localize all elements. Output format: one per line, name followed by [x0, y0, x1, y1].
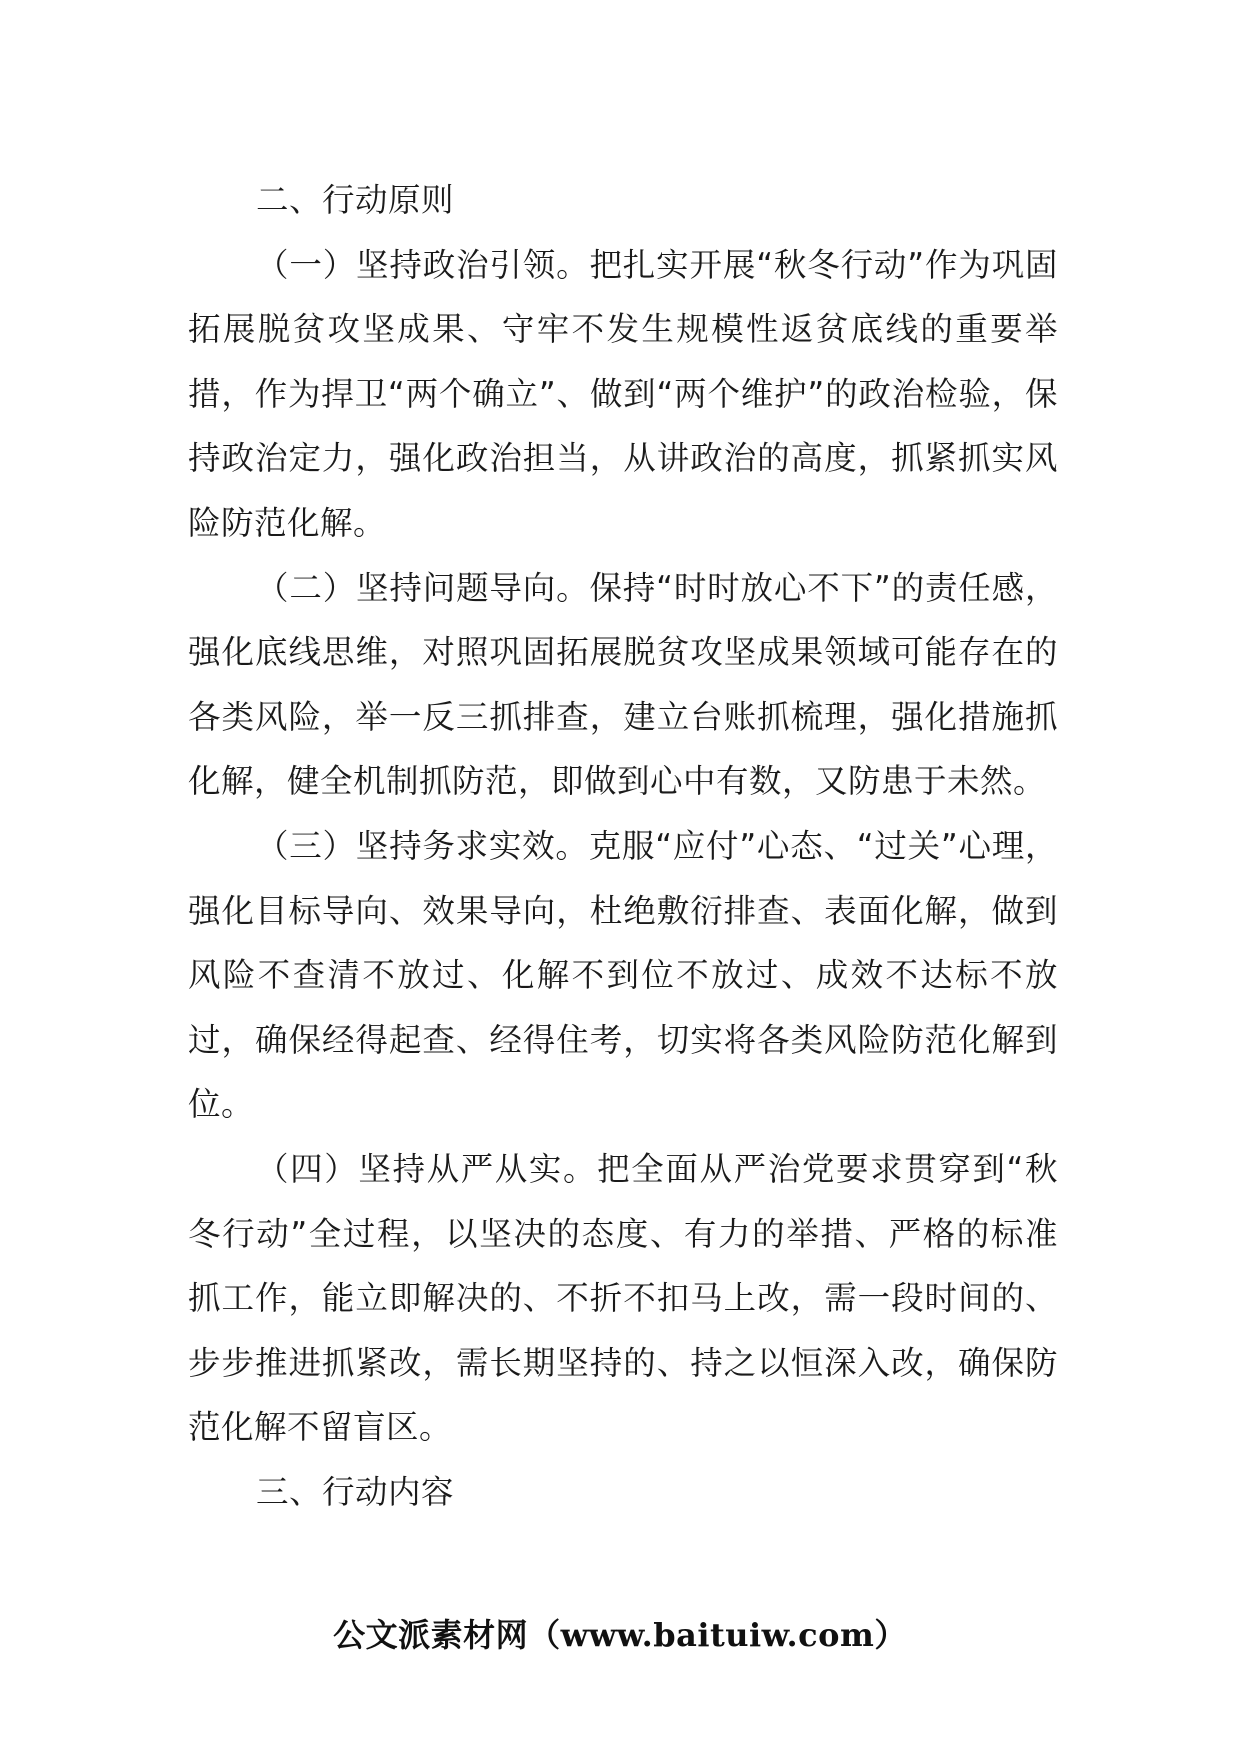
footer-watermark: 公文派素材网（www.baituiw.com）: [333, 1616, 907, 1654]
paragraph-practical-results: （三）坚持务求实效。克服“应付”心态、“过关”心理，强化目标导向、效果导向，杜绝敷衍排查、表面化解，做到风险不查清不放过、化解不到位不放过、成效不达标不放过，确保经得起查、经得住考，切实将各类风险防范化解到位。: [188, 826, 1058, 1124]
paragraph-political-leadership: （一）坚持政治引领。把扎实开展“秋冬行动”作为巩固拓展脱贫攻坚成果、守牢不发生规模性返贫底线的重要举措，作为捍卫“两个确立”、做到“两个维护”的政治检验，保持政治定力，强化政治担当，从讲政治的高度，抓紧抓实风险防范化解。: [188, 245, 1058, 542]
paragraph-strict-and-solid: （四）坚持从严从实。把全面从严治党要求贯穿到“秋冬行动”全过程，以坚决的态度、有力的举措、严格的标准抓工作，能立即解决的、不折不扣马上改，需一段时间的、步步推进抓紧改，需长期坚持的、持之以恒深入改，确保防范化解不留盲区。: [188, 1149, 1058, 1447]
section-heading-principles: 二、行动原则: [256, 181, 455, 219]
paragraph-problem-orientation: （二）坚持问题导向。保持“时时放心不下”的责任感，强化底线思维，对照巩固拓展脱贫攻坚成果领域可能存在的各类风险，举一反三抓排查，建立台账抓梳理，强化措施抓化解，健全机制抓防范，即做到心中有数，又防患于未然。: [188, 568, 1058, 801]
section-heading-content: 三、行动内容: [256, 1472, 455, 1511]
document-body: [188, 168, 1058, 1524]
